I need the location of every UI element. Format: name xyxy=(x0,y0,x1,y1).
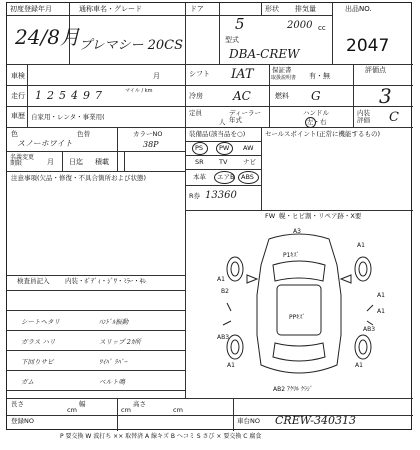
inspector-options: 内装・ﾎﾞﾃﾞｨ・ｼﾞﾜ・ﾐﾗｰ・ｷﾚ xyxy=(65,277,147,285)
color-value: スノーホワイト xyxy=(17,139,73,148)
model-grade-label: 通称車名・グレード xyxy=(79,5,142,13)
score-value: 3 xyxy=(379,84,392,108)
length-unit: cm xyxy=(67,406,77,414)
displacement-value: 2000 xyxy=(287,20,313,31)
shaken-label: 車検 xyxy=(11,72,25,80)
equip-sr: SR xyxy=(195,158,204,166)
history-options: 自家用・レンタ・事業用( xyxy=(31,113,105,121)
damage-label-a1-rlow: A1 xyxy=(377,308,385,315)
name-change-label: 名義変更 期限 xyxy=(10,154,35,167)
displacement-unit: cc xyxy=(318,24,326,32)
inspector-label: 検査員記入 xyxy=(17,277,50,285)
mileage-value: 125497 xyxy=(35,89,107,102)
inspector-note-1-item: シートヘタリ xyxy=(21,318,60,326)
equip-abs: ABS xyxy=(241,173,254,181)
color-sub-label: 色替 xyxy=(77,130,90,138)
chassis-label: 車台NO xyxy=(237,417,260,425)
doors-value: 5 xyxy=(235,15,245,33)
color-no-value: 38P xyxy=(143,140,159,149)
width-label: 幅 xyxy=(79,400,86,408)
notes-label: 注意事項(欠品・修復・不具合箇所および状態) xyxy=(11,174,147,182)
r-ticket-label: R券 xyxy=(189,192,201,200)
fuel-label: 燃料 xyxy=(275,92,289,100)
height-label: 高さ xyxy=(133,400,146,408)
sales-point-label: セールスポイント(正常に機能するもの) xyxy=(265,130,380,138)
capacity-label: 定員 xyxy=(189,109,202,117)
fuel-value: G xyxy=(311,89,321,103)
damage-label-ab3-left: AB3 xyxy=(217,334,230,341)
doors-label: ドア xyxy=(190,5,204,13)
equip-leather: 本革 xyxy=(193,173,206,181)
fw-label: FW xyxy=(265,212,276,220)
loading-label: 積載 xyxy=(95,158,109,166)
height-unit: cm xyxy=(173,406,183,414)
color-no-label: カラーNO xyxy=(133,130,163,138)
inspector-note-2-detail: スリップ 2ｶ所 xyxy=(99,338,141,346)
lot-label: 出品NO. xyxy=(345,5,372,13)
color-label: 色 xyxy=(11,130,18,138)
damage-legend: P 要交換 W 波打ち ×× 取替済 A 線キズ B へコミ S さび × 要交換 C 腐食 xyxy=(60,433,262,440)
equip-aw: AW xyxy=(243,144,254,152)
equip-airbag-circle xyxy=(214,171,235,184)
warranty-sub: 取扱説明書 xyxy=(271,75,297,81)
handle-value: 左・右 xyxy=(307,118,327,126)
damage-label-a1-bl: A1 xyxy=(227,362,235,369)
name-change-month: 月 xyxy=(47,158,54,166)
damage-label-pp: PPｷｽﾞ xyxy=(289,314,306,321)
damage-label-a1-right: A1 xyxy=(357,242,365,249)
model-year-label: ディーラー 年式 xyxy=(229,109,261,124)
type-value: DBA-CREW xyxy=(229,47,300,61)
interior-value: C xyxy=(389,110,399,125)
handle-label: ハンドル xyxy=(303,109,329,117)
chassis-value: CREW-340313 xyxy=(275,414,356,427)
shift-value: IAT xyxy=(231,67,254,82)
score-label: 評価点 xyxy=(365,66,386,74)
first-reg-value: 24/8月 xyxy=(15,25,80,49)
warranty-option: 有・無 xyxy=(309,72,330,80)
equip-pw: PW xyxy=(219,144,230,152)
type-label: 型式 xyxy=(225,36,239,44)
equip-ps-circle xyxy=(192,142,208,155)
ac-label: 冷房 xyxy=(189,92,203,100)
inspector-note-2-item: ガラス ハリ xyxy=(21,338,56,346)
fw-options: 幌・ヒビ割・リペア跡・X要 xyxy=(279,212,362,220)
inspector-note-1-detail: ﾊﾝﾄﾞﾙ振動 xyxy=(99,318,129,326)
damage-label-ab2: AB2 ｱｸﾘﾙ ｸﾗｼﾞ xyxy=(273,386,313,393)
shaken-month-label: 月 xyxy=(153,72,160,80)
warranty-label: 保証書 xyxy=(272,66,292,74)
auction-sheet xyxy=(6,2,412,430)
damage-label-a1-rmid: A1 xyxy=(377,292,385,299)
damage-label-a3: A3 xyxy=(293,228,301,235)
capacity-unit: 人 xyxy=(219,118,226,126)
inspector-note-4-item: ガム xyxy=(21,378,34,386)
first-reg-label: 初度登録年月 xyxy=(10,5,52,13)
interior-label: 内装 評価 xyxy=(357,109,370,124)
history-label: 車歴 xyxy=(11,112,25,120)
inspector-note-4-detail: ベルト鳴 xyxy=(99,378,125,386)
shift-label: シフト xyxy=(189,70,210,78)
damage-label-p1: P1ｷｽﾞ xyxy=(283,252,300,259)
equip-tv: TV xyxy=(219,158,228,166)
ac-value: AC xyxy=(233,89,251,103)
mileage-unit: マイル / km xyxy=(125,88,153,94)
handle-left-circle xyxy=(305,117,316,128)
model-grade-value: プレマシー 20CS xyxy=(79,38,184,53)
displacement-label: 排気量 xyxy=(295,5,316,13)
equip-pw-circle xyxy=(216,142,233,155)
width-unit: cm xyxy=(121,406,131,414)
reg-no-label: 登録NO xyxy=(11,417,34,425)
car-damage-diagram xyxy=(187,225,411,397)
equip-navi: ナビ xyxy=(243,158,256,166)
inspector-note-3-detail: ﾜｲﾊﾟ ﾗﾊﾞｰ xyxy=(99,358,128,366)
mileage-label: 走行 xyxy=(11,92,25,100)
equip-ps: PS xyxy=(195,144,204,152)
damage-label-a1-left: A1 xyxy=(217,276,225,283)
length-label: 長さ xyxy=(11,400,24,408)
damage-label-ab3-right: AB3 xyxy=(363,326,376,333)
damage-label-a1-br: A1 xyxy=(355,362,363,369)
lot-number: 2047 xyxy=(346,36,390,56)
r-ticket-value: 13360 xyxy=(205,190,237,201)
date-label: 日迄 xyxy=(69,158,83,166)
damage-label-b2: B2 xyxy=(221,288,229,295)
inspector-note-3-item: 下回りサビ xyxy=(21,358,54,366)
equip-airbag: エアB xyxy=(217,173,235,181)
equip-abs-circle xyxy=(238,171,259,184)
shape-label: 形状 xyxy=(265,5,279,13)
equipment-label: 装備品(該当品を○) xyxy=(189,130,246,138)
